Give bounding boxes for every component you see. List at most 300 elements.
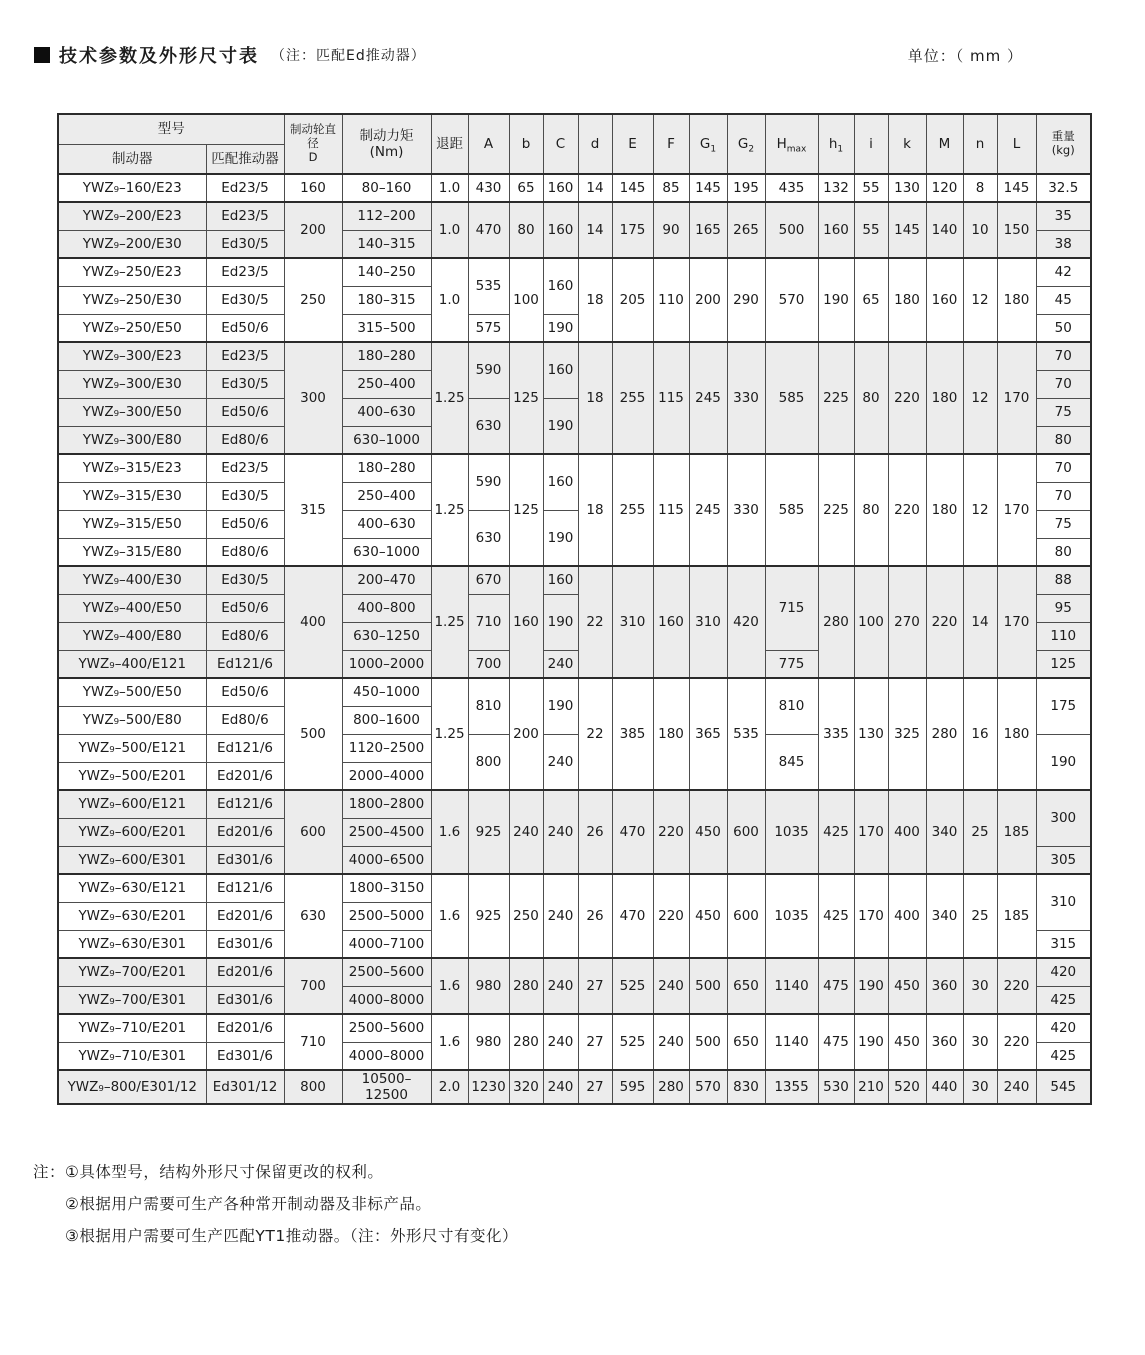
table-cell: 160 xyxy=(653,566,689,678)
table-cell: 4000–6500 xyxy=(342,846,431,874)
table-cell: 35 xyxy=(1036,202,1091,230)
table-cell: 80 xyxy=(509,202,543,258)
table-cell: 140–315 xyxy=(342,230,431,258)
table-cell: 520 xyxy=(888,1070,926,1104)
table-cell: YWZ₉–200/E30 xyxy=(58,230,206,258)
table-cell: 450 xyxy=(888,958,926,1014)
table-row xyxy=(58,258,1091,286)
table-cell: 170 xyxy=(997,454,1036,566)
table-cell: 190 xyxy=(854,958,888,1014)
table-cell: 22 xyxy=(578,678,612,790)
table-cell: 75 xyxy=(1036,510,1091,538)
table-cell: 600 xyxy=(284,790,342,874)
table-cell: 80–160 xyxy=(342,174,431,202)
table-cell: 525 xyxy=(612,958,653,1014)
table-cell: 250–400 xyxy=(342,482,431,510)
footnote-item: ②根据用户需要可生产各种常开制动器及非标产品。 xyxy=(65,1194,432,1213)
table-cell: YWZ₉–200/E23 xyxy=(58,202,206,230)
table-cell: 45 xyxy=(1036,286,1091,314)
table-cell: 530 xyxy=(818,1070,854,1104)
table-cell: 220 xyxy=(997,958,1036,1014)
table-cell: 4000–7100 xyxy=(342,930,431,958)
table-cell: 1035 xyxy=(765,790,818,874)
table-cell: YWZ₉–600/E121 xyxy=(58,790,206,818)
table-cell: 26 xyxy=(578,874,612,958)
table-cell: 470 xyxy=(612,790,653,874)
table-cell: 425 xyxy=(818,874,854,958)
table-cell: 220 xyxy=(997,1014,1036,1070)
table-row xyxy=(58,174,1091,202)
table-cell: 340 xyxy=(926,790,963,874)
table-cell: 290 xyxy=(727,258,765,342)
column-header: 匹配推动器 xyxy=(206,144,284,174)
table-cell: 450 xyxy=(689,874,727,958)
table-cell: YWZ₉–300/E50 xyxy=(58,398,206,426)
column-header: A xyxy=(468,114,509,174)
table-cell: 980 xyxy=(468,1014,509,1070)
table-cell: 88 xyxy=(1036,566,1091,594)
table-cell: 26 xyxy=(578,790,612,874)
table-cell: 700 xyxy=(468,650,509,678)
table-cell: 365 xyxy=(689,678,727,790)
table-cell: 265 xyxy=(727,202,765,258)
table-cell: 65 xyxy=(509,174,543,202)
table-cell: 14 xyxy=(578,174,612,202)
table-cell: 775 xyxy=(765,650,818,678)
table-cell: 420 xyxy=(1036,958,1091,986)
column-header: 制动器 xyxy=(58,144,206,174)
table-cell: Ed23/5 xyxy=(206,454,284,482)
table-cell: 245 xyxy=(689,454,727,566)
column-header: $h_1$ xyxy=(818,114,854,174)
spec-table xyxy=(57,113,1092,1105)
table-cell: Ed80/6 xyxy=(206,426,284,454)
table-cell: 175 xyxy=(1036,678,1091,734)
table-cell: 715 xyxy=(765,566,818,650)
table-cell: YWZ₉–315/E23 xyxy=(58,454,206,482)
table-cell: Ed80/6 xyxy=(206,706,284,734)
table-cell: 2.0 xyxy=(431,1070,468,1104)
table-cell: 1140 xyxy=(765,1014,818,1070)
table-cell: YWZ₉–315/E80 xyxy=(58,538,206,566)
table-cell: 30 xyxy=(963,1014,997,1070)
table-cell: 500 xyxy=(284,678,342,790)
table-cell: 585 xyxy=(765,454,818,566)
table-cell: 95 xyxy=(1036,594,1091,622)
table-cell: 170 xyxy=(997,342,1036,454)
table-head xyxy=(58,114,1091,174)
table-cell: 710 xyxy=(468,594,509,650)
table-cell: YWZ₉–300/E23 xyxy=(58,342,206,370)
table-cell: 430 xyxy=(468,174,509,202)
table-cell: 300 xyxy=(1036,790,1091,846)
table-cell: 2500–5000 xyxy=(342,902,431,930)
table-cell: 670 xyxy=(468,566,509,594)
table-cell: 200 xyxy=(689,258,727,342)
table-cell: 220 xyxy=(888,342,926,454)
table-cell: 2500–5600 xyxy=(342,958,431,986)
table-cell: Ed50/6 xyxy=(206,594,284,622)
table-cell: 14 xyxy=(963,566,997,678)
table-row xyxy=(58,874,1091,902)
table-cell: Ed23/5 xyxy=(206,174,284,202)
table-cell: YWZ₉–500/E201 xyxy=(58,762,206,790)
table-cell: 225 xyxy=(818,342,854,454)
table-cell: 320 xyxy=(509,1070,543,1104)
table-cell: 315–500 xyxy=(342,314,431,342)
table-cell: 630–1000 xyxy=(342,538,431,566)
table-cell: Ed30/5 xyxy=(206,566,284,594)
table-cell: YWZ₉–400/E50 xyxy=(58,594,206,622)
table-cell: 420 xyxy=(1036,1014,1091,1042)
table-cell: 450–1000 xyxy=(342,678,431,706)
table-cell: Ed121/6 xyxy=(206,650,284,678)
table-row xyxy=(58,1014,1091,1042)
table-cell: 425 xyxy=(818,790,854,874)
table-cell: Ed301/6 xyxy=(206,930,284,958)
table-cell: 630 xyxy=(468,398,509,454)
table-cell: 195 xyxy=(727,174,765,202)
table-cell: 500 xyxy=(765,202,818,258)
table-cell: 330 xyxy=(727,342,765,454)
table-cell: 1.6 xyxy=(431,874,468,958)
table-cell: 12 xyxy=(963,342,997,454)
column-header: $G_2$ xyxy=(727,114,765,174)
table-cell: 1230 xyxy=(468,1070,509,1104)
table-cell: YWZ₉–710/E201 xyxy=(58,1014,206,1042)
table-cell: 310 xyxy=(1036,874,1091,930)
table-row xyxy=(58,342,1091,370)
table-cell: Ed301/6 xyxy=(206,1042,284,1070)
table-cell: 810 xyxy=(468,678,509,734)
table-cell: 10 xyxy=(963,202,997,258)
footnote-item: ①具体型号，结构外形尺寸保留更改的权利。 xyxy=(65,1163,384,1181)
table-cell: Ed301/12 xyxy=(206,1070,284,1104)
table-cell: 250 xyxy=(509,874,543,958)
table-cell: 50 xyxy=(1036,314,1091,342)
table-cell: 800 xyxy=(468,734,509,790)
table-cell: 18 xyxy=(578,258,612,342)
table-cell: 535 xyxy=(468,258,509,314)
table-cell: 800–1600 xyxy=(342,706,431,734)
column-header: k xyxy=(888,114,926,174)
table-cell: 650 xyxy=(727,1014,765,1070)
table-row xyxy=(58,678,1091,706)
table-cell: 535 xyxy=(727,678,765,790)
table-cell: YWZ₉–700/E301 xyxy=(58,986,206,1014)
table-cell: 220 xyxy=(926,566,963,678)
table-cell: Ed23/5 xyxy=(206,202,284,230)
table-cell: 180 xyxy=(653,678,689,790)
table-cell: Ed50/6 xyxy=(206,678,284,706)
table-cell: 280 xyxy=(509,1014,543,1070)
table-body xyxy=(58,174,1091,1104)
column-header: M xyxy=(926,114,963,174)
table-cell: 925 xyxy=(468,874,509,958)
table-row xyxy=(58,958,1091,986)
table-cell: 200 xyxy=(284,202,342,258)
table-cell: 180–280 xyxy=(342,454,431,482)
table-cell: 160 xyxy=(543,342,578,398)
table-cell: 630–1250 xyxy=(342,622,431,650)
column-header: 制动力矩 (Nm) xyxy=(342,114,431,174)
table-cell: 255 xyxy=(612,342,653,454)
table-cell: YWZ₉–300/E30 xyxy=(58,370,206,398)
table-cell: 190 xyxy=(818,258,854,342)
table-cell: Ed80/6 xyxy=(206,622,284,650)
table-cell: 115 xyxy=(653,454,689,566)
table-cell: Ed301/6 xyxy=(206,846,284,874)
column-header: 退距 xyxy=(431,114,468,174)
table-cell: 190 xyxy=(543,398,578,454)
column-header: F xyxy=(653,114,689,174)
table-cell: 1.25 xyxy=(431,566,468,678)
table-cell: 170 xyxy=(854,874,888,958)
footnote-items xyxy=(65,1157,518,1252)
table-cell: 240 xyxy=(543,958,578,1014)
table-cell: 4000–8000 xyxy=(342,1042,431,1070)
table-cell: 600 xyxy=(727,790,765,874)
table-cell: 470 xyxy=(468,202,509,258)
table-cell: 170 xyxy=(997,566,1036,678)
table-cell: Ed121/6 xyxy=(206,874,284,902)
table-cell: 1140 xyxy=(765,958,818,1014)
table-cell: 125 xyxy=(509,454,543,566)
table-cell: 160 xyxy=(543,174,578,202)
table-cell: 240 xyxy=(543,1070,578,1104)
column-header: $H_{max}$ xyxy=(765,114,818,174)
table-cell: 65 xyxy=(854,258,888,342)
table-cell: 220 xyxy=(653,790,689,874)
table-cell: 575 xyxy=(468,314,509,342)
table-cell: 250–400 xyxy=(342,370,431,398)
table-cell: 425 xyxy=(1036,1042,1091,1070)
table-cell: YWZ₉–400/E80 xyxy=(58,622,206,650)
table-cell: 545 xyxy=(1036,1070,1091,1104)
table-cell: 200–470 xyxy=(342,566,431,594)
table-cell: 630 xyxy=(468,510,509,566)
table-cell: Ed30/5 xyxy=(206,286,284,314)
table-cell: YWZ₉–315/E50 xyxy=(58,510,206,538)
table-cell: 240 xyxy=(543,650,578,678)
table-cell: 440 xyxy=(926,1070,963,1104)
table-cell: Ed201/6 xyxy=(206,818,284,846)
table-cell: Ed30/5 xyxy=(206,482,284,510)
table-cell: 315 xyxy=(1036,930,1091,958)
table-cell: 10500–12500 xyxy=(342,1070,431,1104)
table-cell: 110 xyxy=(653,258,689,342)
footnotes xyxy=(33,1157,1145,1252)
table-cell: 160 xyxy=(926,258,963,342)
table-cell: 27 xyxy=(578,958,612,1014)
table-cell: 70 xyxy=(1036,482,1091,510)
table-cell: 325 xyxy=(888,678,926,790)
table-cell: 590 xyxy=(468,342,509,398)
table-cell: YWZ₉–250/E23 xyxy=(58,258,206,286)
table-cell: 525 xyxy=(612,1014,653,1070)
table-cell: YWZ₉–630/E121 xyxy=(58,874,206,902)
table-cell: 330 xyxy=(727,454,765,566)
table-cell: 160 xyxy=(543,202,578,258)
table-cell: 70 xyxy=(1036,370,1091,398)
table-cell: 220 xyxy=(653,874,689,958)
table-cell: 4000–8000 xyxy=(342,986,431,1014)
table-cell: 400–630 xyxy=(342,510,431,538)
table-cell: YWZ₉–600/E301 xyxy=(58,846,206,874)
table-cell: 240 xyxy=(543,734,578,790)
table-cell: 310 xyxy=(612,566,653,678)
table-cell: 590 xyxy=(468,454,509,510)
table-cell: 14 xyxy=(578,202,612,258)
title-note: （注：匹配Ed推动器） xyxy=(271,48,426,64)
table-cell: 335 xyxy=(818,678,854,790)
table-cell: 240 xyxy=(543,874,578,958)
table-cell: 425 xyxy=(1036,986,1091,1014)
table-cell: 55 xyxy=(854,202,888,258)
column-header: L xyxy=(997,114,1036,174)
table-cell: 475 xyxy=(818,1014,854,1070)
table-cell: 1.0 xyxy=(431,258,468,342)
table-cell: 630–1000 xyxy=(342,426,431,454)
table-cell: 80 xyxy=(1036,426,1091,454)
table-cell: 180–280 xyxy=(342,342,431,370)
table-cell: YWZ₉–250/E50 xyxy=(58,314,206,342)
table-cell: 420 xyxy=(727,566,765,678)
table-cell: 1.0 xyxy=(431,202,468,258)
table-cell: YWZ₉–600/E201 xyxy=(58,818,206,846)
table-cell: 435 xyxy=(765,174,818,202)
table-cell: 160 xyxy=(818,202,854,258)
table-cell: 500 xyxy=(689,958,727,1014)
table-cell: 1120–2500 xyxy=(342,734,431,762)
table-cell: 270 xyxy=(888,566,926,678)
page-title: 技术参数及外形尺寸表 xyxy=(59,46,259,67)
table-cell: 18 xyxy=(578,454,612,566)
table-cell: 250 xyxy=(284,258,342,342)
table-cell: 650 xyxy=(727,958,765,1014)
table-cell: 570 xyxy=(765,258,818,342)
table-cell: 470 xyxy=(612,874,653,958)
table-cell: 120 xyxy=(926,174,963,202)
table-cell: 210 xyxy=(854,1070,888,1104)
footnote-label: 注： xyxy=(33,1163,66,1181)
table-cell: 185 xyxy=(997,790,1036,874)
table-cell: 150 xyxy=(997,202,1036,258)
table-row xyxy=(58,454,1091,482)
table-cell: 12 xyxy=(963,258,997,342)
table-cell: 2500–5600 xyxy=(342,1014,431,1042)
table-cell: YWZ₉–300/E80 xyxy=(58,426,206,454)
table-cell: Ed201/6 xyxy=(206,958,284,986)
table-cell: 175 xyxy=(612,202,653,258)
table-cell: Ed50/6 xyxy=(206,510,284,538)
table-cell: 160 xyxy=(543,566,578,594)
table-cell: 830 xyxy=(727,1070,765,1104)
table-cell: 80 xyxy=(854,342,888,454)
table-cell: 130 xyxy=(854,678,888,790)
table-cell: 1355 xyxy=(765,1070,818,1104)
table-cell: 80 xyxy=(1036,538,1091,566)
table-cell: 255 xyxy=(612,454,653,566)
column-header: n xyxy=(963,114,997,174)
table-cell: 125 xyxy=(1036,650,1091,678)
table-cell: YWZ₉–250/E30 xyxy=(58,286,206,314)
table-cell: 200 xyxy=(509,678,543,790)
table-row xyxy=(58,1070,1091,1104)
table-cell: 280 xyxy=(653,1070,689,1104)
table-cell: 340 xyxy=(926,874,963,958)
table-cell: 110 xyxy=(1036,622,1091,650)
table-cell: YWZ₉–500/E80 xyxy=(58,706,206,734)
table-cell: 240 xyxy=(543,1014,578,1070)
table-cell: 30 xyxy=(963,958,997,1014)
table-cell: 30 xyxy=(963,1070,997,1104)
table-cell: Ed201/6 xyxy=(206,762,284,790)
table-cell: 1.25 xyxy=(431,678,468,790)
table-cell: 190 xyxy=(543,510,578,566)
table-cell: 240 xyxy=(653,1014,689,1070)
table-cell: 240 xyxy=(653,958,689,1014)
table-cell: YWZ₉–800/E301/12 xyxy=(58,1070,206,1104)
table-cell: 845 xyxy=(765,734,818,790)
table-cell: 1035 xyxy=(765,874,818,958)
table-cell: 18 xyxy=(578,342,612,454)
table-cell: Ed23/5 xyxy=(206,342,284,370)
table-cell: 305 xyxy=(1036,846,1091,874)
table-cell: 140 xyxy=(926,202,963,258)
table-cell: 8 xyxy=(963,174,997,202)
table-cell: 315 xyxy=(284,454,342,566)
table-cell: 1.25 xyxy=(431,342,468,454)
table-cell: YWZ₉–700/E201 xyxy=(58,958,206,986)
table-cell: YWZ₉–400/E30 xyxy=(58,566,206,594)
table-cell: 245 xyxy=(689,342,727,454)
table-cell: 160 xyxy=(509,566,543,678)
table-cell: Ed50/6 xyxy=(206,398,284,426)
table-cell: 980 xyxy=(468,958,509,1014)
table-cell: 190 xyxy=(543,678,578,734)
table-cell: Ed80/6 xyxy=(206,538,284,566)
page-header xyxy=(0,0,1145,68)
table-cell: 165 xyxy=(689,202,727,258)
table-cell: 240 xyxy=(543,790,578,874)
table-cell: 1.6 xyxy=(431,958,468,1014)
table-cell: 32.5 xyxy=(1036,174,1091,202)
table-cell: Ed201/6 xyxy=(206,1014,284,1042)
table-cell: 180 xyxy=(926,454,963,566)
table-cell: 160 xyxy=(543,258,578,314)
table-cell: Ed121/6 xyxy=(206,790,284,818)
table-cell: 12 xyxy=(963,454,997,566)
column-header: $G_1$ xyxy=(689,114,727,174)
column-header: 型号 xyxy=(58,114,284,144)
table-cell: 450 xyxy=(888,1014,926,1070)
column-header: i xyxy=(854,114,888,174)
section-marker-icon xyxy=(34,47,50,63)
table-cell: 1800–3150 xyxy=(342,874,431,902)
table-cell: 595 xyxy=(612,1070,653,1104)
table-cell: 170 xyxy=(854,790,888,874)
column-header: C xyxy=(543,114,578,174)
table-row xyxy=(58,790,1091,818)
table-cell: 180–315 xyxy=(342,286,431,314)
table-cell: 400 xyxy=(888,790,926,874)
table-cell: Ed50/6 xyxy=(206,314,284,342)
table-cell: 205 xyxy=(612,258,653,342)
table-cell: 190 xyxy=(543,594,578,650)
table-cell: 1.0 xyxy=(431,174,468,202)
table-cell: 140–250 xyxy=(342,258,431,286)
